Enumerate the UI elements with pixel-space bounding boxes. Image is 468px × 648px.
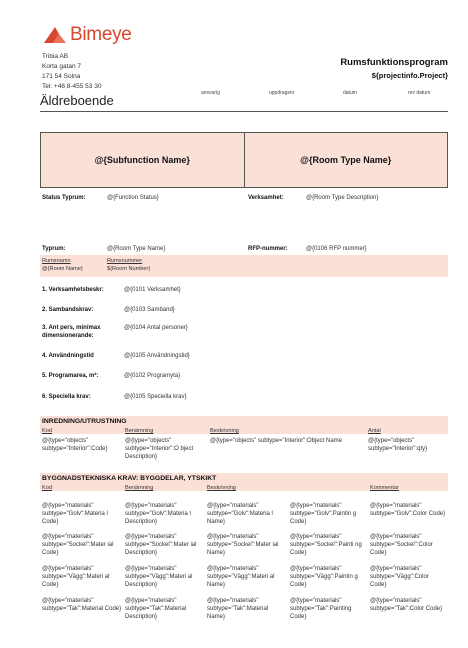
requirement-value: @{0102 Programyta}	[124, 373, 181, 379]
room-name-value: @{Room Name}	[42, 266, 83, 272]
meta-label-datum: datum	[343, 90, 357, 96]
byggnad-cell: @{type="materials" subtype="Golv":Materia l Description}	[125, 503, 191, 525]
status-typrum-value: @{Function Status}	[107, 195, 159, 201]
company-address	[42, 52, 101, 92]
document-title-block	[340, 57, 448, 80]
byggnad-cell: @{type="materials" subtype="Sockel":Mater ial Description}	[125, 534, 197, 556]
company-name: Tribia AB	[42, 53, 69, 60]
byggnad-cell: @{type="materials" subtype="Vägg":Paintin g Code}	[290, 566, 358, 588]
inredning-cell: @{type="objects" subtype="Interior":qty}	[368, 438, 428, 452]
byggnad-cell: @{type="materials" subtype="Tak":Material Name}	[207, 598, 269, 620]
rfp-value: @{0106 RFP nummer}	[306, 246, 367, 252]
room-band	[40, 255, 448, 277]
room-number-header: Rumsnummer	[107, 258, 143, 264]
byggnad-cell: @{type="materials" subtype="Golv":Materia l Name}	[207, 503, 273, 525]
inredning-title: INREDNING/UTRUSTNING	[42, 418, 127, 425]
inredning-cell: @{type="objects" subtype="Interior":Code}	[42, 438, 108, 452]
status-typrum-label: Status Typrum:	[42, 195, 86, 201]
project-name: ${projectinfo.Project}	[371, 71, 448, 80]
room-number-column	[107, 257, 150, 273]
verksamhet-value: @{Room Type Description}	[306, 195, 379, 201]
byggnad-cell: @{type="materials" subtype="Sockel":Color Code}	[370, 534, 433, 556]
requirement-value: @{0105 Speciella krav}	[124, 394, 187, 400]
byggnad-cell: @{type="materials" subtype="Tak":Material Description}	[125, 598, 187, 620]
byggnad-title: BYGGNADSTEKNISKA KRAV: BYGGDELAR, YTSKIKT	[42, 475, 217, 482]
requirement-label: 2. Sambandskrav:	[42, 307, 94, 313]
bimeye-logo-icon	[42, 25, 68, 45]
room-number-value: ${Room Number}	[107, 266, 151, 272]
requirement-value: @{0103 Samband}	[124, 307, 175, 313]
byggnad-cell: @{type="materials" subtype="Vägg":Materi al Name}	[207, 566, 275, 588]
requirement-value: @{0104 Antal personer}	[124, 325, 188, 331]
byggnad-cell: @{type="materials" subtype="Vägg":Materi al Code}	[42, 566, 110, 588]
page-heading: Äldreboende	[40, 93, 114, 108]
typrum-value: @{Room Type Name}	[107, 246, 166, 252]
inredning-col-kod: Kod	[42, 428, 52, 434]
byggnad-col-beskrivning: Beskrivning	[207, 485, 236, 491]
typrum-label: Typrum:	[42, 246, 66, 252]
byggnad-cell: @{type="materials" subtype="Golv":Paintin g Code}	[290, 503, 357, 525]
byggnad-cell: @{type="materials" subtype="Tak":Painting Code}	[290, 598, 352, 620]
byggnad-col-kommentar: Kommentar	[370, 485, 399, 491]
byggnad-col-benamning: Benämning	[125, 485, 154, 491]
document-title: Rumsfunktionsprogram	[340, 57, 448, 68]
inredning-col-benamning: Benämning	[125, 428, 154, 434]
byggnad-cell: @{type="materials" subtype="Tak":Color Code}	[370, 598, 443, 612]
header-box	[40, 132, 448, 188]
inredning-cell: @{type="objects" subtype="Interior":O bject Description}	[125, 438, 194, 460]
company-city: 171 54 Solna	[42, 73, 81, 80]
inredning-col-antal: Antal	[368, 428, 381, 434]
rfp-label: RFP-nummer:	[248, 246, 288, 252]
byggnad-cell: @{type="materials" subtype="Vägg":Color Code}	[370, 566, 429, 588]
requirement-value: @{0105 Användningstid}	[124, 353, 190, 359]
requirement-label: 6. Speciella krav:	[42, 394, 91, 400]
byggnad-cell: @{type="materials" subtype="Vägg":Materi al Description}	[125, 566, 193, 588]
inredning-cell: @{type="objects" subtype="Interior":Object Name	[210, 438, 343, 444]
byggnad-col-kod: Kod	[42, 485, 52, 491]
byggnad-cell: @{type="materials" subtype="Tak":Material Code}	[42, 598, 122, 612]
meta-label-ansvarig: ansvarig	[201, 90, 220, 96]
brand-name: Bimeye	[70, 24, 132, 45]
subfunction-name-cell: @{Subfunction Name}	[94, 155, 190, 165]
byggnad-cell: @{type="materials" subtype="Sockel":Mater ial Code}	[42, 534, 114, 556]
byggnad-cell: @{type="materials" subtype="Sockel":Mater ial Name}	[207, 534, 279, 556]
company-phone: Tel: +46 8-455 53 30	[42, 83, 102, 90]
byggnad-cell: @{type="materials" subtype="Golv":Color Code}	[370, 503, 446, 517]
requirement-value: @{0101 Verksamhet}	[124, 287, 181, 293]
room-name-column	[42, 257, 83, 273]
requirement-label: 5. Programarea, m²:	[42, 373, 99, 379]
heading-rule	[40, 111, 448, 112]
brand-logo	[42, 24, 132, 46]
company-street: Korta gatan 7	[42, 63, 82, 70]
inredning-col-beskrivning: Beskrivning	[210, 428, 239, 434]
requirement-label: 1. Verksamhetsbeskr:	[42, 287, 104, 293]
room-name-header: Rumsnamn	[42, 258, 71, 264]
verksamhet-label: Verksamhet:	[248, 195, 284, 201]
byggnad-cell: @{type="materials" subtype="Sockel":Painti ng Code}	[290, 534, 362, 556]
meta-label-uppdragsnr: uppdragsnr	[269, 90, 295, 96]
byggnad-cell: @{type="materials" subtype="Golv":Materia l Code}	[42, 503, 108, 525]
requirement-label: 3. Ant pers, min/max dimensionerande:	[42, 325, 101, 339]
requirement-label: 4. Användningstid	[42, 353, 94, 359]
room-type-name-cell: @{Room Type Name}	[244, 133, 448, 187]
meta-label-rev-datum: rev datum	[408, 90, 431, 96]
